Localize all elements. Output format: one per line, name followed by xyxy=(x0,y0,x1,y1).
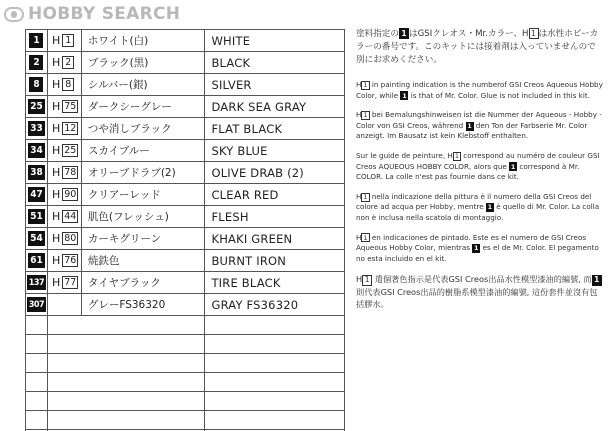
color-row xyxy=(26,118,345,140)
note-italian: H 1 nella indicazione della pittura è il numero della GSI Creos del colore ad acqua per Hobby, mentre 1 è quello di Mr. Color. La colla non è inclusa nella scatola di montaggio. xyxy=(356,191,600,222)
mr-color-cell xyxy=(26,52,48,73)
empty-row xyxy=(26,316,345,335)
color-name-english: GRAY FS36320 xyxy=(205,294,345,315)
hobby-color-symbol: 1 xyxy=(362,275,372,286)
color-name-japanese: カーキグリーン xyxy=(82,228,206,249)
mr-color-cell xyxy=(26,30,48,51)
hobby-color-number: 76 xyxy=(64,255,77,266)
mr-color-cell xyxy=(26,206,48,227)
empty-cell xyxy=(205,373,345,391)
paint-notes xyxy=(356,28,604,320)
hobby-color-cell xyxy=(48,118,82,139)
note-fr-text-2: correspond au numéro de couleur GSI Creos AQUEOUS HOBBY COLOR, alors que xyxy=(356,150,600,171)
empty-cell xyxy=(205,392,345,410)
color-name-english: KHAKI GREEN xyxy=(205,228,345,249)
hobby-color-number: 25 xyxy=(64,145,77,156)
hobby-color-number: 75 xyxy=(64,101,77,112)
color-row xyxy=(26,96,345,118)
mr-color-cell xyxy=(26,96,48,117)
empty-cell xyxy=(48,316,206,334)
mr-color-number: 38 xyxy=(30,167,43,178)
note-fr-text-3: correspond à Mr. COLOR. La colle n'est pas fournie dans ce kit. xyxy=(356,161,580,182)
mr-color-number: 25 xyxy=(30,101,43,112)
mr-color-number: 307 xyxy=(27,297,46,312)
hobby-color-prefix: H xyxy=(51,78,61,91)
hobby-color-cell xyxy=(48,74,82,95)
note-german: H 1 bei Bemalungshinweisen ist die Nummer der Aqueous - Hobby - Color von GSI Creos, während 1 den Ton der Farbserie Mr. Color anzeigt. Im Bausatz ist kein Klebstoff enthalten. xyxy=(356,110,602,141)
color-name-english: CLEAR RED xyxy=(205,184,345,205)
empty-cell xyxy=(26,373,48,391)
color-name-japanese: ホワイト(白) xyxy=(82,30,206,51)
mr-color-cell xyxy=(26,162,48,183)
mr-color-cell xyxy=(26,140,48,161)
mr-color-symbol: 1 xyxy=(399,28,409,39)
mr-color-number: 33 xyxy=(30,123,43,134)
color-name-english: BLACK xyxy=(205,52,345,73)
hobby-color-number: 78 xyxy=(64,167,77,178)
color-name-japanese: シルバー(銀) xyxy=(82,74,206,95)
note-de-text-1: bei Bemalungshinweisen ist die Nummer der Aqueous - Hobby - Color von GSI Creos, während xyxy=(356,110,602,130)
hobby-color-cell xyxy=(48,294,82,315)
color-row xyxy=(26,250,345,272)
color-name-english: SKY BLUE xyxy=(205,140,345,161)
note-jp-text-2: はGSIクレオス・Mr.カラー、H xyxy=(408,29,529,39)
hobby-color-number: 12 xyxy=(64,123,77,134)
hobby-color-cell xyxy=(48,140,82,161)
note-jp-text-1: 塗料指定の xyxy=(356,29,399,39)
empty-cell xyxy=(48,392,206,410)
mr-color-cell xyxy=(26,294,48,315)
mr-color-cell xyxy=(26,272,48,293)
hobby-color-number: 44 xyxy=(64,211,77,222)
mr-color-number: 8 xyxy=(29,77,43,92)
hobby-color-number: 1 xyxy=(62,34,74,47)
mr-color-number: 47 xyxy=(30,189,43,200)
hobby-color-prefix: H xyxy=(51,122,61,135)
mr-color-cell xyxy=(26,118,48,139)
empty-cell xyxy=(26,335,48,353)
color-row xyxy=(26,206,345,228)
mr-color-number: 51 xyxy=(30,211,43,222)
note-french: Sur le guide de peinture, H 1 correspond au numéro de couleur GSI Creos AQUEOUS HOBBY COLOR, alors que 1 correspond à Mr. COLOR. La colle n'est pas fournie dans ce kit. xyxy=(356,150,600,182)
empty-row xyxy=(26,335,345,354)
hobby-color-prefix: H xyxy=(51,232,61,245)
note-japanese xyxy=(356,28,604,67)
color-row xyxy=(26,272,345,294)
color-row xyxy=(26,74,345,96)
color-name-english: BURNT IRON xyxy=(205,250,345,271)
color-name-japanese: グレーFS36320 xyxy=(82,294,206,315)
mr-color-number: 54 xyxy=(30,233,43,244)
color-name-japanese: オリーブドラブ(2) xyxy=(82,162,206,183)
note-cn-text-2: 則代表GSI Creos出品的樹脂系模型漆油的編號, 這份套件並沒有包括膠水。 xyxy=(356,286,598,310)
empty-cell xyxy=(26,316,48,334)
empty-cell xyxy=(48,373,206,391)
empty-cell xyxy=(26,392,48,410)
hobby-color-cell xyxy=(48,184,82,205)
empty-cell xyxy=(26,354,48,372)
color-row xyxy=(26,52,345,74)
color-name-english: DARK SEA GRAY xyxy=(205,96,345,117)
note-fr-text-1: Sur le guide de peinture, xyxy=(356,150,448,160)
empty-cell xyxy=(26,411,48,429)
note-es-text-2: es el de Mr. Color. El pegamento no esta incluido en el kit. xyxy=(356,243,599,263)
color-name-english: FLESH xyxy=(205,206,345,227)
hobby-color-number: 77 xyxy=(64,277,77,288)
hobby-color-prefix: H xyxy=(51,56,61,69)
mr-color-number: 34 xyxy=(30,145,43,156)
hobby-color-cell xyxy=(48,272,82,293)
mr-color-symbol: 1 xyxy=(592,275,602,286)
mr-color-number: 1 xyxy=(29,33,43,48)
hobby-color-prefix: H xyxy=(51,276,61,289)
note-english: H 1 in painting indication is the numberof GSI Creos Aqueous Hobby Color, while 1 is that of Mr. Color. Glue is not included in this kit. xyxy=(356,80,603,100)
empty-cell xyxy=(205,354,345,372)
note-spanish: H 1 en indicaciones de pintado. Este es el numero de GSI Creos Aqueous Hobby Color, mientras 1 es el de Mr. Color. El pegamento no esta incluido en el kit. xyxy=(356,232,599,263)
hobby-color-symbol: 1 xyxy=(363,111,368,120)
mr-color-cell xyxy=(26,250,48,271)
note-chinese: H 1 遣個著色指示是代表GSI Creos出品水性模型漆油的編號, 而 1則代表GSI Creos出品的樹脂系模型漆油的編號, 這份套件並沒有包括膠水。 xyxy=(356,273,604,311)
note-it-text-2: è quello di Mr. Color. La colla non è inclusa nella scatola di montaggio. xyxy=(356,202,600,222)
hobby-color-cell xyxy=(48,52,82,73)
color-name-japanese: 肌色(フレッシュ) xyxy=(82,206,206,227)
hobby-color-symbol: 1 xyxy=(363,81,368,89)
note-de-text-2: den Ton der Farbserie Mr. Color anzeigt. Im Bausatz ist kein Klebstoff enthalten. xyxy=(356,120,588,141)
mr-color-cell xyxy=(26,184,48,205)
empty-row xyxy=(26,373,345,392)
hobby-color-prefix: H xyxy=(51,34,61,47)
empty-cell xyxy=(48,335,206,353)
hobby-color-symbol: 1 xyxy=(363,192,368,201)
hobby-color-number: 2 xyxy=(62,56,74,69)
color-row xyxy=(26,30,345,52)
hobby-color-prefix: H xyxy=(51,254,61,267)
hobby-color-symbol: 1 xyxy=(454,151,459,160)
mr-color-symbol: 1 xyxy=(467,121,472,130)
mr-color-symbol: 1 xyxy=(487,203,493,212)
logo-icon xyxy=(4,7,24,22)
hobby-color-prefix: H xyxy=(51,210,61,223)
color-row xyxy=(26,184,345,206)
hobby-color-prefix: H xyxy=(51,166,61,179)
note-jp-text-3: は水性ホビーカラーの番号です。このキットには接着剤は入っていませんので別にお求めください。 xyxy=(356,29,599,65)
color-name-english: WHITE xyxy=(205,30,345,51)
color-name-japanese: つや消しブラック xyxy=(82,118,206,139)
color-name-english: TIRE BLACK xyxy=(205,272,345,293)
hobby-color-cell xyxy=(48,250,82,271)
hobby-color-number: 90 xyxy=(64,189,77,200)
color-name-english: FLAT BLACK xyxy=(205,118,345,139)
empty-row xyxy=(26,411,345,430)
hobby-color-prefix: H xyxy=(51,100,61,113)
empty-cell xyxy=(205,316,345,334)
color-name-japanese: ダークシーグレー xyxy=(82,96,206,117)
color-name-japanese: ブラック(黒) xyxy=(82,52,206,73)
hobby-color-symbol: 1 xyxy=(363,233,368,242)
color-row xyxy=(26,228,345,250)
empty-row xyxy=(26,354,345,373)
empty-cell xyxy=(48,411,206,429)
hobby-color-symbol: 1 xyxy=(529,28,539,39)
note-es-text-1: en indicaciones de pintado. Este es el numero de GSI Creos Aqueous Hobby Color, mientras xyxy=(356,232,587,253)
hobby-color-prefix: H xyxy=(51,188,61,201)
hobby-color-cell xyxy=(48,30,82,51)
color-name-english: OLIVE DRAB (2) xyxy=(205,162,345,183)
color-name-english: SILVER xyxy=(205,74,345,95)
mr-color-number: 2 xyxy=(29,55,43,70)
hobby-color-number: 8 xyxy=(62,78,74,91)
mr-color-cell xyxy=(26,74,48,95)
mr-color-cell xyxy=(26,228,48,249)
empty-cell xyxy=(48,354,206,372)
mr-color-symbol: 1 xyxy=(474,244,479,253)
mr-color-number: 61 xyxy=(30,255,43,266)
hobby-color-cell xyxy=(48,162,82,183)
note-cn-text-1: 遣個著色指示是代表GSI Creos出品水性模型漆油的編號, 而 xyxy=(372,274,592,285)
mr-color-symbol: 1 xyxy=(510,162,516,171)
note-en-text-1: in painting indication is the numberof GSI Creos Aqueous Hobby Color, while xyxy=(356,80,603,100)
mr-color-symbol: 1 xyxy=(402,91,407,100)
note-it-text-1: nella indicazione della pittura è il numero della GSI Creos del colore ad acqua per Hobby, mentre xyxy=(356,191,592,212)
hobby-color-cell xyxy=(48,228,82,249)
hobby-color-number: 80 xyxy=(64,233,77,244)
color-row xyxy=(26,162,345,184)
color-name-japanese: 焼鉄色 xyxy=(82,250,206,271)
hobby-color-cell xyxy=(48,206,82,227)
mr-color-number: 137 xyxy=(27,275,46,290)
hobby-color-prefix: H xyxy=(51,144,61,157)
empty-cell xyxy=(205,335,345,353)
hobby-search-watermark xyxy=(4,5,180,23)
empty-cell xyxy=(205,411,345,429)
hobby-color-cell xyxy=(48,96,82,117)
color-name-japanese: タイヤブラック xyxy=(82,272,206,293)
color-row xyxy=(26,140,345,162)
paint-color-table xyxy=(25,29,345,431)
color-name-japanese: クリアーレッド xyxy=(82,184,206,205)
watermark-text: HOBBY SEARCH xyxy=(28,4,181,24)
color-name-japanese: スカイブルー xyxy=(82,140,206,161)
note-en-text-2: is that of Mr. Color. Glue is not included in this kit. xyxy=(408,90,590,100)
empty-row xyxy=(26,392,345,411)
color-row xyxy=(26,294,345,316)
